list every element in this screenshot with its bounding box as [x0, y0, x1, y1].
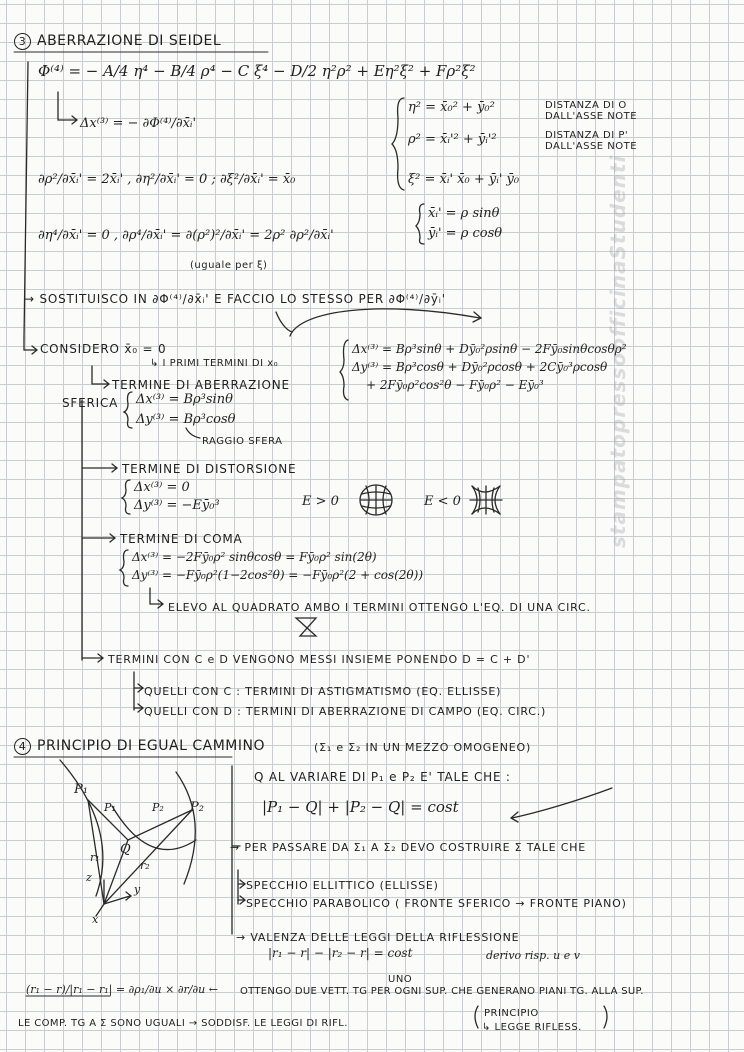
result-delta-y-cont: + 2Fȳ₀ρ²cos²θ − Fȳ₀ρ² − Eȳ₀³ — [366, 378, 544, 392]
term-coma-heading: TERMINE DI COMA — [120, 532, 243, 546]
equal-path-formula: |P₁ − Q| + |P₂ − Q| = cost — [262, 798, 459, 816]
reflection-law-label: ↳ LEGGE RIFLESS. — [482, 1022, 582, 1033]
hourglass-sketch — [296, 618, 316, 636]
parabolic-mirror: SPECCHIO PARABOLICO ( FRONTE SFERICO → FRONTE PIANO) — [246, 897, 627, 910]
gradient-eq: (r₁ − r)/|r₁ − r₁| = ∂ρ₁/∂u × ∂r/∂u ← — [26, 983, 218, 996]
section-number-badge: 3 — [14, 33, 31, 50]
coma-dx: Δx⁽³⁾ = −2Fȳ₀ρ² sinθcosθ = Fȳ₀ρ² sin(2θ) — [132, 550, 377, 564]
consider-step: CONSIDERO x̄₀ = 0 — [40, 342, 167, 356]
polar-y: ȳᵢ' = ρ cosθ — [428, 226, 503, 241]
reflection-validity: → VALENZA DELLE LEGGI DELLA RIFLESSIONE — [236, 931, 520, 944]
system-eq-xi: ξ² = x̄ᵢ' x̄₀ + ȳᵢ' ȳ₀ — [408, 172, 520, 187]
seidel-function: Φ⁽⁴⁾ = − A/4 η⁴ − B/4 ρ⁴ − C ξ⁴ − D/2 η²ρ² + Eη²ξ² + Fρ²ξ² — [38, 62, 476, 80]
e-positive-label: E > 0 — [302, 494, 339, 509]
diagram-label-r2: r₂ — [140, 859, 150, 872]
astigmatism-line: QUELLI CON C : TERMINI DI ASTIGMATISMO (EQ. ELLISSE) — [144, 685, 502, 698]
polar-x: x̄ᵢ' = ρ sinθ — [428, 206, 500, 221]
result-delta-y: Δy⁽³⁾ = Bρ³cosθ + Dȳ₀²ρcosθ + 2Cȳ₀³ρcosθ — [352, 360, 608, 374]
arrow-to-dx — [58, 92, 76, 120]
spherical-dy: Δy⁽³⁾ = Bρ³cosθ — [136, 412, 236, 427]
field-curvature-line: QUELLI CON D : TERMINI DI ABERRAZIONE DI CAMPO (EQ. CIRC.) — [144, 705, 547, 718]
substitution-step: → SOSTITUISCO IN ∂Φ⁽⁴⁾/∂x̄ᵢ' E FACCIO LO STESSO PER ∂Φ⁽⁴⁾/∂ȳᵢ' — [24, 292, 446, 306]
diagram-label-p2-vec: P₂ — [152, 801, 164, 814]
watermark: stampatopressoofficinaStudenti — [606, 154, 630, 548]
principle-label: PRINCIPIO — [484, 1008, 539, 1019]
reflection-eq: |r₁ − r| − |r₂ − r| = cost — [268, 946, 413, 960]
system-eq-rho: ρ² = x̄ᵢ'² + ȳᵢ'² — [408, 132, 497, 147]
tangent-components: LE COMP. TG A Σ SONO UGUALI → SODDISF. LE LEGGI DI RIFL. — [18, 1018, 348, 1029]
spherical-label: SFERICA — [62, 396, 119, 410]
surface-sigma1 — [60, 760, 103, 896]
system-eq-eta-note: DISTANZA DI O DALL'ASSE NOTE — [545, 100, 638, 122]
system-eq-eta: η² = x̄₀² + ȳ₀² — [408, 100, 495, 115]
polar-brace — [416, 204, 424, 244]
section-4-note: (Σ₁ e Σ₂ IN UN MEZZO OMOGENEO) — [314, 741, 532, 754]
barrel-distortion-icon — [360, 485, 392, 515]
equal-path-diagram — [60, 760, 196, 916]
diagram-label-q: Q — [120, 842, 131, 857]
uno-note: UNO — [388, 974, 413, 985]
diagram-label-p1-vec: P₁ — [104, 801, 116, 814]
e-negative-label: E < 0 — [424, 494, 461, 509]
curved-arrow — [290, 309, 480, 336]
term-cd-heading: TERMINI CON C e D VENGONO MESSI INSIEME PONENDO D = C + D' — [108, 653, 531, 666]
diagram-label-x: x — [92, 913, 99, 926]
construct-surface: → PER PASSARE DA Σ₁ A Σ₂ DEVO COSTRUIRE Σ TALE CHE — [230, 841, 586, 854]
diagram-label-p2: P₂ — [190, 800, 204, 815]
section-number-badge: 4 — [14, 738, 31, 755]
q-condition: Q AL VARIARE DI P₁ e P₂ E' TALE CHE : — [254, 770, 511, 784]
distortion-dy: Δy⁽³⁾ = −Eȳ₀³ — [134, 498, 220, 513]
term-aberration-heading: TERMINE DI ABERRAZIONE — [112, 378, 290, 392]
delta-x-derivative: Δx⁽³⁾ = − ∂Φ⁽⁴⁾/∂x̄ᵢ' — [80, 116, 197, 131]
reflection-note: derivo risp. u e v — [486, 949, 580, 962]
system-brace — [392, 98, 404, 190]
tangent-vectors: OTTENGO DUE VETT. TG PER OGNI SUP. CHE GENERANO PIANI TG. ALLA SUP. — [240, 986, 644, 997]
partial-derivatives-1: ∂ρ²/∂x̄ᵢ' = 2x̄ᵢ' , ∂η²/∂x̄ᵢ' = 0 ; ∂ξ²/∂x̄ᵢ' = x̄₀ — [38, 172, 296, 187]
elliptic-mirror: SPECCHIO ELLITTICO (ELLISSE) — [246, 879, 439, 892]
spherical-note: RAGGIO SFERA — [202, 436, 283, 447]
section-title: ABERRAZIONE DI SEIDEL — [37, 33, 222, 49]
results-brace — [340, 340, 348, 400]
diagram-label-p1: P₁ — [74, 782, 88, 797]
coma-note: ELEVO AL QUADRATO AMBO I TERMINI OTTENGO L'EQ. DI UNA CIRC. — [168, 601, 591, 614]
result-delta-x: Δx⁽³⁾ = Bρ³sinθ + Dȳ₀²ρsinθ − 2Fȳ₀sinθcosθρ² — [352, 342, 627, 356]
consider-note: ↳ I PRIMI TERMINI DI x₀ — [150, 358, 279, 369]
term-distortion-heading: TERMINE DI DISTORSIONE — [122, 462, 297, 476]
partial-derivatives-note: (uguale per ξ) — [190, 260, 268, 271]
spherical-dx: Δx⁽³⁾ = Bρ³sinθ — [136, 392, 233, 407]
diagram-label-z: z — [86, 871, 92, 884]
partial-derivatives-2: ∂η⁴/∂x̄ᵢ' = 0 , ∂ρ⁴/∂x̄ᵢ' = ∂(ρ²)²/∂x̄ᵢ' = 2ρ² ∂ρ²/∂x̄ᵢ' — [38, 228, 334, 243]
pincushion-distortion-icon — [470, 486, 502, 514]
surface-sigma2 — [176, 772, 195, 884]
system-eq-rho-note: DISTANZA DI P' DALL'ASSE NOTE — [545, 130, 638, 152]
coma-dy: Δy⁽³⁾ = −Fȳ₀ρ²(1−2cos²θ) = −Fȳ₀ρ²(2 + cos(2θ)) — [132, 568, 424, 582]
diagram-label-y: y — [134, 883, 141, 896]
pointer-arrow — [512, 788, 612, 818]
distortion-dx: Δx⁽³⁾ = 0 — [134, 480, 190, 495]
diagram-label-r1: r₁ — [90, 851, 100, 864]
section-title: PRINCIPIO DI EGUAL CAMMINO — [37, 738, 265, 754]
